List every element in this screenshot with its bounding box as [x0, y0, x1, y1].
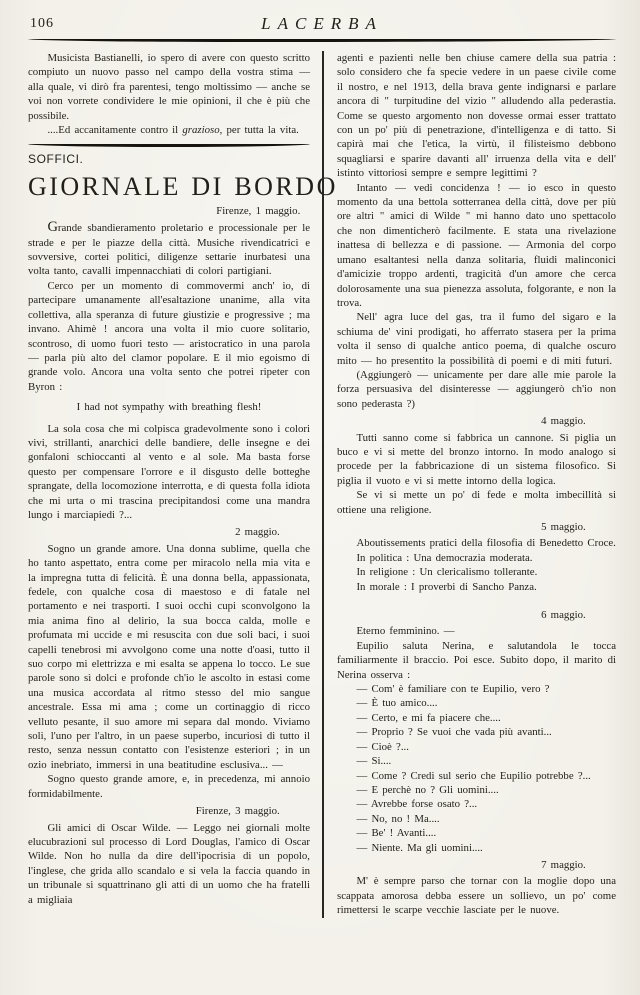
- dateline-4-maggio: 4 maggio.: [541, 415, 586, 428]
- intro-closing-line: [28, 123, 310, 137]
- header-rule: [28, 39, 616, 42]
- paragraph-6-maggio-1: Eupilio saluta Nerina, e salutandola le tocca familiarmente il braccio. Poi esce. Subito dopo, il marito di Nerina osserva :: [337, 639, 616, 681]
- text-columns: [28, 51, 616, 918]
- paragraph-3-maggio-continuation: agenti e pazienti nelle ben chiuse camere della sua patria : solo considero che fa specie vedere in un paese civile come il nostro, e nel 1913, della brava gente indignarsi e parlare ancora di " turpitudine del vizio " alludendo alla pederastia. Come se questo argomento non dovesse ormai esser trattato con un po' più di penetrazione, d'intelligenza e di tatto. Si capirà mai che l'etica, la virtù, il filisteismo debbono squagliarsi e sparire davanti all' irruenza della vita e dell' istinto vittoriosi sempre e sempre legittimi ?: [337, 52, 616, 180]
- paragraph-2-maggio-1: Sogno un grande amore. Una donna sublime, quella che ho tanto aspettato, entra come per miracolo nella mia vita e la impregna tutta di felicità. È una donna bella, appassionata, fedele, con qualche cosa di maestoso e di fatale nel portamento e nei trasporti. I suoi occhi cupi sconvolgono la mia anima fino al delirio, la sua bocca calda, molle e profumata mi uccide e mi resuscita con due soli baci, i suoi capelli tenebrosi mi avvolgono come una notte d'oasi, tutto il suo corpo mi elettrizza e mi esalta se appena lo tocco. Le sue parole sono sì dolci e profonde ch'io le ascolto in estasi come una musica accordata al ritmo stesso del mio sangue ancestrale. Essa mi ama ; come un cortinaggio di ricco velluto pesante, il suo amore mi separa dal mondo. Viviamo soli, l'uno per l'altro, in un paese superbo, incuriosi di tutto il resto, senza nessun contatto con l'esistenze esteriori ; in un ozio inebriato, immersi in una beatitudine esclusiva... —: [28, 542, 310, 771]
- dialogue-line: — No, no ! Ma....: [356, 812, 440, 825]
- dialogue-line: — Cioè ?...: [356, 740, 409, 753]
- dialogue-line: — Si....: [356, 755, 392, 768]
- dialogue-line: — Be' ! Avanti....: [356, 827, 437, 840]
- paragraph-3-maggio-4: (Aggiungerò — unicamente per dare alle mie parole la forza persuasiva del disinteresse — aggiungerò ch'io non sono pederasta ?): [337, 368, 616, 410]
- paragraph-6-maggio-heading: Eterno femminino. —: [356, 625, 455, 638]
- paragraph-1-maggio-2: Cerco per un momento di commovermi anch' io, di partecipare umanamente all'esaltazione unanime, alla vita collettiva, alla speranza di future giustizie e progressive ; ma invano. Ahimè ! ancora una volta il mio cuore solitario, scontroso, di uomo fuori testo — aristocratico in una parola — parla più alto del clamor popolare. E il mio egoismo di grande volo. Ancora una volta sento che potrei ripeter con Byron :: [28, 279, 310, 393]
- dateline-firenze-3-maggio: Firenze, 3 maggio.: [195, 805, 280, 818]
- dateline-6-maggio: 6 maggio.: [541, 609, 586, 622]
- croce-list-religione: In religione : Un clericalismo tollerante.: [356, 566, 538, 579]
- paragraph-2-maggio-2: Sogno questo grande amore, e, in precedenza, mi annoio formidabilmente.: [28, 773, 310, 800]
- paragraph-7-maggio-1: M' è sempre parso che tornar con la moglie dopo una scappata amorosa debba essere un sollievo, un po' come rimettersi le scarpe vecchie lasciate per le nuove.: [337, 875, 616, 917]
- masthead-title: LACERBA: [261, 14, 383, 33]
- dialogue-line: — Certo, e mi fa piacere che....: [356, 711, 501, 724]
- croce-list-politica: In politica : Una democrazia moderata.: [356, 551, 533, 564]
- dialogue-line: — Proprio ? Se vuoi che vada più avanti...: [356, 726, 552, 739]
- byron-quote: I had not sympathy with breathing flesh!: [76, 401, 262, 414]
- paragraph-1-maggio-3: La sola cosa che mi colpisca gradevolmente sono i colori vivi, strillanti, anarchici delle bandiere, delle insegne e dei gonfaloni schioccanti al vento e al sole. Ma basta forse questo per compensare l'orrore e il disgusto delle botteghe sprangate, della locomozione interrotta, e di questa folla idiota che mi urta o mi trascina precipitandosi come una mandra lungo i marciapiedi ?...: [28, 422, 310, 521]
- left-column: [28, 51, 338, 918]
- paragraph-4-maggio-1: Tutti sanno come si fabbrica un cannone. Si piglia un buco e vi si mette del bronzo intorno. In modo analogo si procede per la fabbricazione di un sistema filosofico. Si piglia il vuoto e vi si mette intorno della logica.: [337, 431, 616, 487]
- page-number: 106: [30, 16, 54, 31]
- intro-closing-prefix: ....Ed accanitamente contro il: [47, 124, 183, 137]
- paragraph-4-maggio-2: Se vi si mette un po' di fede e molta imbecillità si ottiene una religione.: [337, 489, 616, 516]
- dialogue-line: — Com' è familiare con te Eupilio, vero ?: [356, 683, 550, 696]
- author-name: SOFFICI.: [28, 152, 84, 167]
- paragraph-3-maggio-2: Intanto — vedi concidenza ! — io esco in questo momento da una bettola sotterranea della città, dove per più ore altri " amici di Wilde " mi hanno dato uno spettacolo che non dimenticherò facilmente. E stata una rivelazione inattesa di bellezza e di passione. — Armonia del corpo umano esaltantesi nella danza solitaria, fluidi malinconici d'amicizie troppo ardenti, tragicità d'un amore che cerca dolorosamente una sua pienezza assoluta, folgorante, e non la trova.: [337, 181, 616, 309]
- intro-closing-suffix: , per tutta la vita.: [219, 124, 299, 137]
- intro-closing-italic-word: grazioso: [182, 124, 220, 137]
- croce-list-morale: In morale : I proverbi di Sancho Panza.: [356, 580, 537, 593]
- right-column: [322, 51, 616, 918]
- paragraph-3-maggio-1: Gli amici di Oscar Wilde. — Leggo nei giornali molte elucubrazioni sul processo di Lord Douglas, l'amico di Oscar Wilde. Non ho nulla da dire dell'ipocrisia di un popolo, l'inglese, che grida allo scandalo e si vela la faccia quando in un tribunale si squattrinano gli atti di un uomo che ha fratelli a migliaia: [28, 821, 310, 906]
- dateline-firenze-1-maggio: Firenze, 1 maggio.: [216, 204, 301, 217]
- paragraph-1-maggio-1: Grande sbandieramento proletario e processionale per le strade e per le piazze della città. Musiche rivendicatrici e sovversive, cortei politici, diligenze settarie inurbatesi una volta tanto, cavalli impennacchiati di colori partigiani.: [28, 219, 310, 278]
- article-title: GIORNALE DI BORDO: [28, 171, 338, 201]
- dialogue-line: — Avrebbe forse osato ?...: [356, 798, 478, 811]
- paragraph-5-maggio-1: Aboutissements pratici della filosofia di Benedetto Croce.: [356, 537, 616, 550]
- dateline-5-maggio: 5 maggio.: [541, 521, 586, 533]
- section-divider-rule: [28, 144, 310, 147]
- paragraph-3-maggio-3: Nell' agra luce del gas, tra il fumo del sigaro e la schiuma de' vini prodigati, ho afferrato stasera per la prima volta il senso di qualche antico poema, di qualche oscuro mito — ho presentito la possibilità di poemi e di miti futuri.: [337, 311, 616, 367]
- dateline-7-maggio: 7 maggio.: [541, 858, 586, 871]
- dialogue-line: — Come ? Credi sul serio che Eupilio potrebbe ?...: [356, 769, 591, 782]
- dialogue-line: — È tuo amico....: [356, 697, 438, 710]
- page-header: [28, 14, 616, 36]
- dialogue-line: — E perchè no ? Gli uomini....: [356, 783, 499, 796]
- dialogue-line: — Niente. Ma gli uomini....: [356, 841, 483, 854]
- dateline-2-maggio: 2 maggio.: [235, 526, 280, 539]
- intro-paragraph: Musicista Bastianelli, io spero di avere con questo scritto compiuto un nuovo passo nel campo della vostra stima — alla quale, vi dirò fra parentesi, tengo moltissimo — anche se voi non vorrete condividere le mie opinioni, il che è più che possibile.: [28, 52, 310, 122]
